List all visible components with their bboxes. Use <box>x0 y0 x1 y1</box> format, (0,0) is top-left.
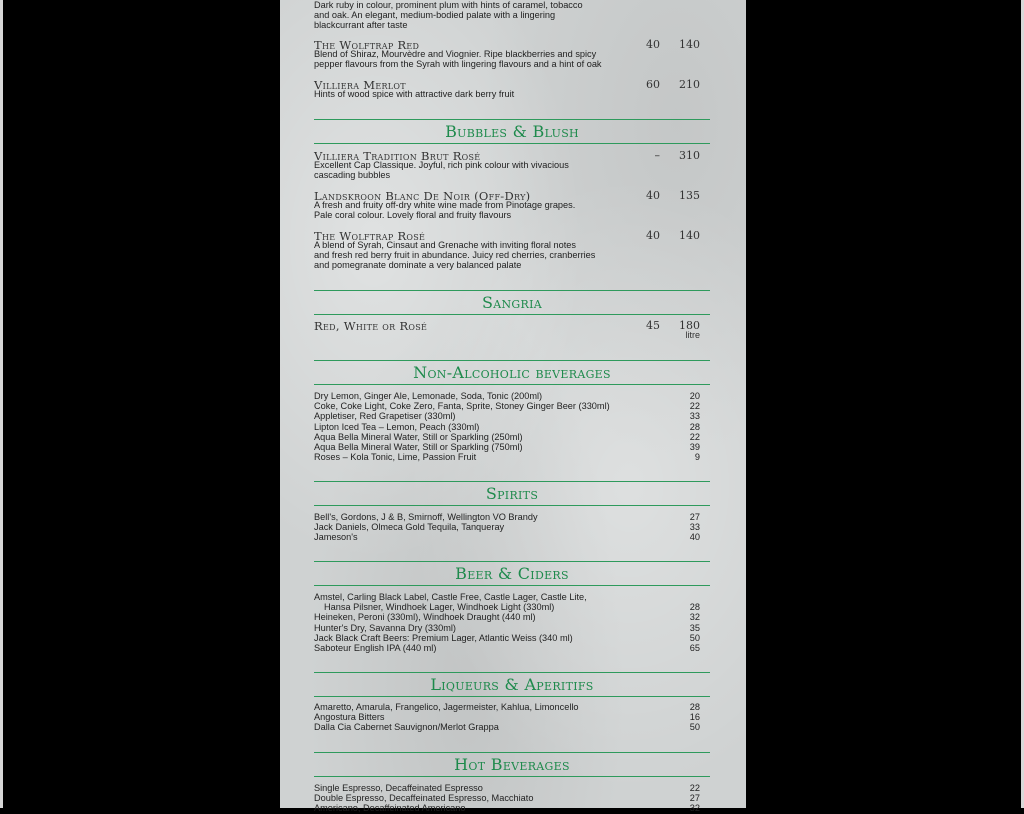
list-item: Jack Daniels, Olmeca Gold Tequila, Tanqueray 33 <box>314 522 700 533</box>
bottle-price: 140 <box>679 38 700 51</box>
list-item: Jack Black Craft Beers: Premium Lager, Atlantic Weiss (340 ml) 50 <box>314 632 700 643</box>
bottle-price: 140 <box>679 229 700 242</box>
menu-item-wolftrap-red <box>314 38 710 70</box>
list-hot <box>314 783 710 814</box>
divider <box>314 143 710 144</box>
list-non-alcoholic <box>314 391 710 462</box>
list-item: Dalla Cia Cabernet Sauvignon/Merlot Grappa 50 <box>314 722 700 733</box>
list-spirits <box>314 512 710 543</box>
item-description: Dark ruby in colour, prominent plum with hints of caramel, tobacco and oak. An elegant, medium-bodied palate with a lingering blackcurrant after taste <box>314 0 583 31</box>
glass-price: 60 <box>646 78 660 91</box>
menu-item-wolftrap-rose <box>314 229 710 271</box>
divider <box>314 752 710 753</box>
divider <box>314 290 710 291</box>
section-title: Non-Alcoholic beverages <box>413 363 611 382</box>
menu-item-sangria <box>314 319 710 343</box>
section-header-beer <box>314 561 710 587</box>
list-item: Angostura Bitters 16 <box>314 712 700 723</box>
list-beer <box>314 592 710 653</box>
menu-item-villiera-brut-rose <box>314 149 710 181</box>
divider <box>314 672 710 673</box>
section-title: Bubbles & Blush <box>445 122 579 141</box>
menu-item-wine <box>314 0 710 31</box>
divider <box>314 561 710 562</box>
menu-page <box>280 0 746 814</box>
window-edge-left <box>0 0 3 808</box>
section-header-non-alcoholic <box>314 360 710 386</box>
list-item: Aqua Bella Mineral Water, Still or Sparkling (250ml) 22 <box>314 431 700 442</box>
list-item: Amaretto, Amarula, Frangelico, Jagermeister, Kahlua, Limoncello 28 <box>314 702 700 712</box>
section-title: Spirits <box>485 484 539 503</box>
glass-price: 40 <box>646 38 660 51</box>
list-item: Jameson's 40 <box>314 532 700 543</box>
divider <box>314 776 710 777</box>
section-header-bubbles <box>314 119 710 145</box>
item-name: Villiera Merlot <box>314 78 406 92</box>
list-item: Bell's, Gordons, J & B, Smirnoff, Wellington VO Brandy 27 <box>314 512 700 522</box>
item-name: Villiera Tradition Brut Rosé <box>314 149 481 163</box>
divider <box>314 481 710 482</box>
item-description: A fresh and fruity off-dry white wine made from Pinotage grapes. Pale coral colour. Lovely floral and fruity flavours <box>314 200 576 221</box>
list-item: Saboteur English IPA (440 ml) 65 <box>314 642 700 653</box>
list-item: Heineken, Peroni (330ml), Windhoek Draught (440 ml) 32 <box>314 612 700 623</box>
divider <box>314 119 710 120</box>
list-item: Aqua Bella Mineral Water, Still or Sparkling (750ml) 39 <box>314 441 700 452</box>
item-description: Hints of wood spice with attractive dark berry fruit <box>314 89 515 99</box>
item-name: Landskroon Blanc De Noir (Off-Dry) <box>314 189 531 203</box>
section-header-sangria <box>314 290 710 316</box>
divider <box>314 384 710 385</box>
section-title: Liqueurs & Aperitifs <box>430 675 594 694</box>
list-item: Amstel, Carling Black Label, Castle Free, Castle Lager, Castle Lite, <box>314 592 587 602</box>
menu-item-landskroon <box>314 189 710 221</box>
menu-item-villiera-merlot <box>314 78 710 102</box>
section-title: Beer & Ciders <box>455 564 569 583</box>
glass-price: 40 <box>646 189 660 202</box>
list-item: Single Espresso, Decaffeinated Espresso 22 <box>314 783 700 793</box>
item-description: Blend of Shiraz, Mourvèdre and Viognier. Ripe blackberries and spicy pepper flavours from the Syrah with lingering flavours and a hint of oak <box>314 49 602 70</box>
section-header-hot <box>314 752 710 778</box>
section-header-spirits <box>314 481 710 507</box>
list-item: Hunter's Dry, Savanna Dry (330ml) 35 <box>314 622 700 633</box>
divider <box>314 360 710 361</box>
section-title: Hot Beverages <box>454 755 570 774</box>
list-item: Americano, Decaffeinated Americano 32 <box>314 803 700 814</box>
section-header-liqueurs <box>314 672 710 698</box>
list-item: Double Espresso, Decaffeinated Espresso, Macchiato 27 <box>314 793 700 804</box>
glass-price: 40 <box>646 229 660 242</box>
divider <box>314 505 710 506</box>
list-item: Roses – Kola Tonic, Lime, Passion Fruit 9 <box>314 452 700 463</box>
bottle-price: 210 <box>679 78 700 91</box>
divider <box>314 696 710 697</box>
item-name: Red, White or Rosé <box>314 319 428 333</box>
item-name: The Wolftrap Red <box>314 38 420 52</box>
list-item: Dry Lemon, Ginger Ale, Lemonade, Soda, Tonic (200ml) 20 <box>314 391 700 401</box>
bottle-price: 135 <box>679 189 700 202</box>
item-description: Excellent Cap Classique. Joyful, rich pink colour with vivacious cascading bubbles <box>314 160 569 181</box>
list-item: Lipton Iced Tea – Lemon, Peach (330ml) 28 <box>314 421 700 432</box>
bottle-price: 310 <box>679 149 700 162</box>
divider <box>314 585 710 586</box>
divider <box>314 314 710 315</box>
bottle-price: 180 <box>679 319 700 332</box>
unit-note: litre <box>685 330 700 340</box>
list-liqueurs <box>314 702 710 733</box>
glass-price: 45 <box>646 319 660 332</box>
list-item: Hansa Pilsner, Windhoek Lager, Windhoek Light (330ml) 28 <box>324 602 700 613</box>
list-item: Coke, Coke Light, Coke Zero, Fanta, Sprite, Stoney Ginger Beer (330ml) 22 <box>314 401 700 412</box>
item-description: A blend of Syrah, Cinsaut and Grenache with inviting floral notes and fresh red berry fruit in abundance. Juicy red cherries, cranberries and pomegranate dominate a very balanced palate <box>314 240 596 271</box>
glass-price: – <box>654 149 660 162</box>
item-name: The Wolftrap Rosé <box>314 229 426 243</box>
section-title: Sangria <box>482 293 542 312</box>
list-item: Appletiser, Red Grapetiser (330ml) 33 <box>314 411 700 422</box>
